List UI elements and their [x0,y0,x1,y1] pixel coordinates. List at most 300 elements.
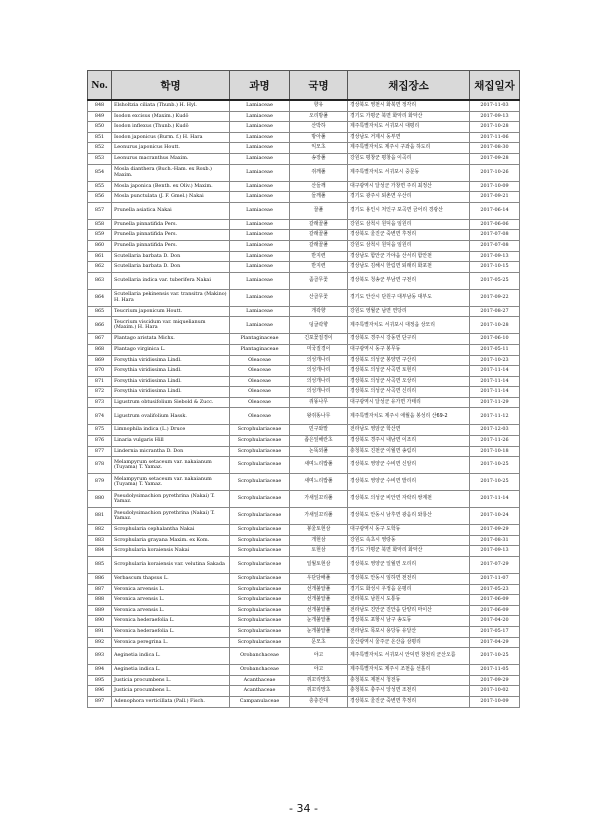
cell-scientific-name: Aeginetia indica L. [112,648,230,665]
cell-date: 2017-09-22 [470,289,520,306]
cell-korean-name: 산박하 [290,122,348,133]
cell-korean-name: 의성개나리 [290,376,348,387]
cell-family: Plantaginaceae [230,344,290,355]
cell-location: 충청북도 제천시 청전동 [348,675,470,686]
cell-family: Lamiaceae [230,111,290,122]
cell-korean-name: 개곽향 [290,306,348,317]
cell-location: 제주특별자치도 서귀포시 안덕면 창천리 군산오름 [348,648,470,665]
table-row [88,230,520,241]
cell-date: 2017-10-28 [470,317,520,334]
cell-scientific-name: Scutellaria barbata D. Don [112,251,230,262]
cell-date: 2017-04-29 [470,637,520,648]
cell-date: 2017-08-31 [470,535,520,546]
cell-korean-name: 의성개나리 [290,355,348,366]
table-row [88,457,520,474]
cell-date: 2017-11-14 [470,491,520,508]
cell-family: Oleaceae [230,366,290,377]
cell-location: 강원도 속초시 영랑동 [348,535,470,546]
cell-no: 851 [88,132,112,143]
cell-no: 875 [88,425,112,436]
cell-date: 2017-10-18 [470,446,520,457]
cell-scientific-name: Prunella pinnatifida Pers. [112,219,230,230]
cell-family: Scrophulariaceae [230,525,290,536]
cell-no: 872 [88,387,112,398]
table-row [88,132,520,143]
cell-date: 2017-10-25 [470,474,520,491]
table-body [88,100,520,707]
cell-location: 제주특별자치도 제주시 애월읍 봉성리 산69-2 [348,408,470,425]
cell-no: 855 [88,181,112,192]
cell-scientific-name: Veronica hederaefolia L. [112,616,230,627]
cell-scientific-name: Linaria vulgaris Hill [112,436,230,447]
table-row [88,181,520,192]
cell-korean-name: 선개불알풀 [290,605,348,616]
table-row [88,546,520,557]
cell-location: 경상북도 청송군 부남면 구천리 [348,272,470,289]
cell-family: Scrophulariaceae [230,584,290,595]
cell-scientific-name: Prunella pinnatifida Pers. [112,230,230,241]
cell-no: 881 [88,508,112,525]
cell-family: Scrophulariaceae [230,474,290,491]
cell-scientific-name: Scutellaria barbata D. Don [112,262,230,273]
cell-date: 2017-11-05 [470,665,520,676]
cell-location: 경기도 용인시 처인구 포곡면 금어리 경광산 [348,202,470,219]
table-row [88,446,520,457]
table-row [88,387,520,398]
cell-korean-name: 갈래꿀풀 [290,240,348,251]
cell-korean-name: 산골무꽃 [290,289,348,306]
cell-scientific-name: Mosla punctulata (J. F. Gmel.) Nakai [112,192,230,203]
cell-date: 2017-11-14 [470,387,520,398]
cell-family: Lamiaceae [230,230,290,241]
cell-location: 경상북도 의성군 비안면 자락리 쌍계천 [348,491,470,508]
cell-scientific-name: Forsythia viridissima Lindl. [112,387,230,398]
cell-family: Scrophulariaceae [230,535,290,546]
table-row [88,675,520,686]
table-row [88,366,520,377]
table-row [88,397,520,408]
cell-scientific-name: Lindernia micrantha D. Don [112,446,230,457]
cell-korean-name: 선개불알풀 [290,595,348,606]
cell-family: Lamiaceae [230,317,290,334]
cell-family: Oleaceae [230,397,290,408]
cell-korean-name: 들깨풀 [290,192,348,203]
cell-scientific-name: Veronica arvensis L. [112,595,230,606]
cell-location: 경기도 화성시 우정읍 운평리 [348,584,470,595]
cell-family: Oleaceae [230,387,290,398]
cell-scientific-name: Leonurus macranthus Maxim. [112,153,230,164]
cell-no: 895 [88,675,112,686]
cell-location: 경상북도 의성군 사곡면 오상리 [348,376,470,387]
cell-location: 강원도 삼척시 원덕읍 임원리 [348,219,470,230]
cell-scientific-name: Mosla japonica (Benth. ex Oliv.) Maxim. [112,181,230,192]
cell-korean-name: 익모초 [290,143,348,154]
cell-family: Oleaceae [230,376,290,387]
cell-no: 873 [88,397,112,408]
cell-location: 경상북도 영양군 수비면 발리리 [348,474,470,491]
table-row [88,696,520,707]
cell-no: 879 [88,474,112,491]
cell-family: Oleaceae [230,355,290,366]
cell-date: 2017-11-06 [470,132,520,143]
cell-korean-name: 눈개불알풀 [290,616,348,627]
cell-family: Lamiaceae [230,100,290,111]
cell-scientific-name: Elsholtzia ciliata (Thunb.) H. Hyl. [112,100,230,111]
cell-no: 896 [88,686,112,697]
cell-date: 2017-10-23 [470,355,520,366]
cell-family: Scrophulariaceae [230,595,290,606]
cell-date: 2017-05-23 [470,584,520,595]
cell-scientific-name: Mosla dianthera (Buch.-Ham. ex Roxb.) Maxim. [112,164,230,181]
cell-korean-name: 좁은잎해란초 [290,436,348,447]
cell-korean-name: 쥐깨풀 [290,164,348,181]
cell-korean-name: 일월토현삼 [290,557,348,574]
cell-no: 869 [88,355,112,366]
cell-korean-name: 우단담배풀 [290,574,348,585]
cell-scientific-name: Ligustrum obtusifolium Siebold & Zucc. [112,397,230,408]
cell-family: Lamiaceae [230,251,290,262]
cell-korean-name: 의성개나리 [290,387,348,398]
cell-date: 2017-09-29 [470,525,520,536]
cell-no: 874 [88,408,112,425]
table-row [88,408,520,425]
cell-no: 858 [88,219,112,230]
cell-location: 강원도 삼척시 원덕읍 임원리 [348,240,470,251]
cell-scientific-name: Veronica arvensis L. [112,584,230,595]
cell-location: 울산광역시 울주군 온산읍 삼평리 [348,637,470,648]
cell-family: Lamiaceae [230,122,290,133]
table-row [88,425,520,436]
table-row [88,557,520,574]
cell-scientific-name: Melampyrum setaceum var. nakaianum (Tuyama) T. Yamaz. [112,474,230,491]
cell-korean-name: 쥐똥나무 [290,397,348,408]
cell-location: 대구광역시 동구 도학동 [348,525,470,536]
cell-location: 경상북도 영양군 수비면 신암리 [348,457,470,474]
cell-date: 2017-05-17 [470,627,520,638]
table-row [88,686,520,697]
cell-date: 2017-11-26 [470,436,520,447]
cell-korean-name: 층층잔대 [290,696,348,707]
cell-family: Plantaginaceae [230,334,290,345]
cell-scientific-name: Teucrium viscidum var. miquelianum (Maxim.) H. Hara [112,317,230,334]
cell-scientific-name: Teucrium japonicum Houtt. [112,306,230,317]
cell-family: Orobanchaceae [230,648,290,665]
cell-no: 870 [88,366,112,377]
cell-korean-name: 꿀풀 [290,202,348,219]
cell-no: 892 [88,637,112,648]
cell-family: Lamiaceae [230,192,290,203]
cell-family: Lamiaceae [230,240,290,251]
cell-family: Scrophulariaceae [230,616,290,627]
cell-family: Lamiaceae [230,164,290,181]
cell-location: 대구광역시 달성군 유가면 가태리 [348,397,470,408]
cell-scientific-name: Leonurus japonicus Houtt. [112,143,230,154]
cell-location: 경상북도 영양군 일월면 오리리 [348,557,470,574]
cell-family: Scrophulariaceae [230,425,290,436]
cell-location: 강원도 평창군 평창읍 이곡리 [348,153,470,164]
cell-no: 894 [88,665,112,676]
cell-location: 경상북도 울진군 죽변면 후정리 [348,230,470,241]
cell-family: Lamiaceae [230,262,290,273]
table-row [88,584,520,595]
cell-no: 886 [88,574,112,585]
cell-location: 전라남도 진안군 진안읍 단양리 마이산 [348,605,470,616]
cell-date: 2017-11-14 [470,366,520,377]
cell-scientific-name: Plantago virginica L. [112,344,230,355]
cell-no: 889 [88,605,112,616]
header-date: 채집일자 [470,71,520,101]
cell-scientific-name: Prunella asiatica Nakai [112,202,230,219]
cell-korean-name: 민구와말 [290,425,348,436]
specimen-table [87,70,520,708]
page-number: - 34 - [289,802,318,815]
table-row [88,574,520,585]
cell-date: 2017-10-02 [470,686,520,697]
cell-location: 경상남도 거제시 동부면 [348,132,470,143]
cell-date: 2017-10-25 [470,457,520,474]
cell-korean-name: 선개불알풀 [290,584,348,595]
table-row [88,192,520,203]
cell-no: 848 [88,100,112,111]
cell-location: 제주특별자치도 서귀포시 대평리 [348,122,470,133]
cell-family: Acanthaceae [230,686,290,697]
cell-scientific-name: Isodon excisus (Maxim.) Kudô [112,111,230,122]
cell-location: 경기도 가평군 북면 화악리 화악산 [348,546,470,557]
cell-scientific-name: Isodon japonicus (Burm. f.) H. Hara [112,132,230,143]
cell-scientific-name: Veronica peregrina L. [112,637,230,648]
cell-scientific-name: Justicia procumbens L. [112,686,230,697]
cell-location: 경상북도 의성군 사곡면 토현리 [348,366,470,377]
cell-scientific-name: Veronica arvensis L. [112,605,230,616]
cell-location: 경기도 안산시 단원구 대부남동 대부도 [348,289,470,306]
cell-date: 2017-10-28 [470,122,520,133]
cell-family: Scrophulariaceae [230,457,290,474]
table-row [88,122,520,133]
cell-date: 2017-09-21 [470,192,520,203]
cell-no: 852 [88,143,112,154]
cell-korean-name: 야고 [290,665,348,676]
cell-family: Scrophulariaceae [230,605,290,616]
cell-location: 경상북도 경주시 내남면 이조리 [348,436,470,447]
cell-scientific-name: Limnophila indica (L.) Druce [112,425,230,436]
cell-date: 2017-10-25 [470,648,520,665]
cell-korean-name: 왕쥐똥나무 [290,408,348,425]
table-row [88,317,520,334]
cell-no: 880 [88,491,112,508]
table-row [88,436,520,447]
cell-date: 2017-05-25 [470,272,520,289]
cell-location: 경상북도 안동시 남후면 광음리 와룡산 [348,508,470,525]
cell-date: 2017-04-20 [470,616,520,627]
cell-korean-name: 좀골무꽃 [290,272,348,289]
cell-date: 2017-10-15 [470,262,520,273]
cell-scientific-name: Scrophularia cephalantha Nakai [112,525,230,536]
cell-no: 877 [88,446,112,457]
cell-korean-name: 향유 [290,100,348,111]
cell-location: 제주특별자치도 서귀포시 중문동 [348,164,470,181]
table-row [88,508,520,525]
cell-location: 전라남도 목포시 용당동 유달산 [348,627,470,638]
cell-korean-name: 새며느리밥풀 [290,474,348,491]
cell-location: 경상북도 의성군 봉양면 구산리 [348,355,470,366]
cell-scientific-name: Prunella pinnatifida Pers. [112,240,230,251]
cell-family: Scrophulariaceae [230,436,290,447]
cell-korean-name: 눈개불알풀 [290,627,348,638]
cell-date: 2017-10-26 [470,164,520,181]
cell-date: 2017-06-10 [470,334,520,345]
table-row [88,306,520,317]
cell-scientific-name: Scrophularia koraiensis var. velutina Sakada [112,557,230,574]
cell-date: 2017-11-12 [470,408,520,425]
table-row [88,665,520,676]
cell-no: 867 [88,334,112,345]
cell-korean-name: 송장풀 [290,153,348,164]
cell-family: Scrophulariaceae [230,627,290,638]
cell-scientific-name: Forsythia viridissima Lindl. [112,355,230,366]
cell-family: Orobanchaceae [230,665,290,676]
cell-korean-name: 가새잎꼬리풀 [290,508,348,525]
cell-korean-name: 토현삼 [290,546,348,557]
cell-korean-name: 오리방풀 [290,111,348,122]
table-row [88,143,520,154]
cell-scientific-name: Isodon inflexus (Thunb.) Kudô [112,122,230,133]
cell-scientific-name: Scrophularia grayana Maxim. ex Kom. [112,535,230,546]
cell-no: 865 [88,306,112,317]
cell-location: 경기도 가평군 북면 화악리 화악산 [348,111,470,122]
cell-korean-name: 가새잎꼬리풀 [290,491,348,508]
header-no: No. [88,71,112,101]
table-row [88,289,520,306]
table-row [88,334,520,345]
cell-location: 경상북도 포항시 남구 송도동 [348,616,470,627]
cell-date: 2017-10-24 [470,508,520,525]
header-family: 과명 [230,71,290,101]
cell-no: 891 [88,627,112,638]
table-row [88,153,520,164]
cell-location: 대구광역시 동구 봉무동 [348,344,470,355]
cell-location: 경상북도 안동시 임하면 천전리 [348,574,470,585]
cell-no: 884 [88,546,112,557]
cell-scientific-name: Scutellaria pekinensis var. transitra (Makino) H. Hara [112,289,230,306]
cell-korean-name: 쥐꼬리망초 [290,675,348,686]
cell-no: 885 [88,557,112,574]
cell-family: Campanulaceae [230,696,290,707]
cell-family: Lamiaceae [230,143,290,154]
cell-korean-name: 갈래꿀풀 [290,230,348,241]
table-row [88,648,520,665]
cell-no: 859 [88,230,112,241]
cell-scientific-name: Pseudolysimachion pyrethrina (Nakai) T. Yamaz. [112,508,230,525]
table-row [88,616,520,627]
cell-no: 866 [88,317,112,334]
cell-korean-name: 야고 [290,648,348,665]
cell-family: Scrophulariaceae [230,446,290,457]
table-row [88,376,520,387]
cell-no: 861 [88,251,112,262]
header-scientific-name: 학명 [112,71,230,101]
cell-location: 충청북도 충주시 앙성면 조천리 [348,686,470,697]
cell-korean-name: 문모초 [290,637,348,648]
table-row [88,100,520,111]
cell-date: 2017-09-13 [470,251,520,262]
cell-korean-name: 의성개나리 [290,366,348,377]
cell-location: 전라북도 남원시 도통동 [348,595,470,606]
cell-no: 868 [88,344,112,355]
cell-no: 860 [88,240,112,251]
cell-scientific-name: Scrophularia koraiensis Nakai [112,546,230,557]
cell-location: 경상남도 김해시 한림면 퇴래리 화포천 [348,262,470,273]
cell-scientific-name: Forsythia viridissima Lindl. [112,366,230,377]
cell-date: 2017-09-13 [470,546,520,557]
cell-scientific-name: Adenophora verticillata (Pall.) Fisch. [112,696,230,707]
cell-date: 2017-05-11 [470,344,520,355]
cell-location: 경상북도 의성군 사곡면 신리리 [348,387,470,398]
cell-date: 2017-11-29 [470,397,520,408]
cell-no: 854 [88,164,112,181]
cell-scientific-name: Forsythia viridissima Lindl. [112,376,230,387]
cell-korean-name: 새며느리밥풀 [290,457,348,474]
table-row [88,595,520,606]
cell-korean-name: 산들깨 [290,181,348,192]
cell-family: Scrophulariaceae [230,491,290,508]
table-row [88,164,520,181]
table-row [88,474,520,491]
cell-family: Oleaceae [230,408,290,425]
cell-location: 제주특별자치도 제주시 조천읍 선흘리 [348,665,470,676]
cell-location: 경상북도 영천시 화북면 정각리 [348,100,470,111]
cell-no: 857 [88,202,112,219]
cell-date: 2017-06-09 [470,605,520,616]
cell-korean-name: 봉울토현삼 [290,525,348,536]
cell-date: 2017-12-03 [470,425,520,436]
cell-family: Lamiaceae [230,181,290,192]
cell-family: Lamiaceae [230,289,290,306]
table-row [88,637,520,648]
cell-date: 2017-09-13 [470,111,520,122]
cell-family: Lamiaceae [230,219,290,230]
cell-date: 2017-08-27 [470,306,520,317]
table-row [88,251,520,262]
table-row [88,272,520,289]
cell-korean-name: 미국질경이 [290,344,348,355]
cell-location: 경상북도 울진군 죽변면 후정리 [348,696,470,707]
cell-date: 2017-09-29 [470,675,520,686]
cell-no: 856 [88,192,112,203]
cell-location: 경기도 광주시 퇴촌면 우산리 [348,192,470,203]
table-row [88,605,520,616]
cell-scientific-name: Veronica hederaefolia L. [112,627,230,638]
cell-date: 2017-07-08 [470,230,520,241]
cell-no: 862 [88,262,112,273]
cell-no: 888 [88,595,112,606]
cell-korean-name: 개현삼 [290,535,348,546]
cell-family: Scrophulariaceae [230,574,290,585]
cell-date: 2017-07-29 [470,557,520,574]
cell-no: 850 [88,122,112,133]
cell-family: Scrophulariaceae [230,508,290,525]
cell-date: 2017-08-30 [470,143,520,154]
cell-date: 2017-06-09 [470,595,520,606]
cell-no: 871 [88,376,112,387]
cell-location: 충청북도 진천군 이월면 송림리 [348,446,470,457]
cell-family: Scrophulariaceae [230,546,290,557]
cell-family: Scrophulariaceae [230,557,290,574]
cell-no: 849 [88,111,112,122]
header-korean-name: 국명 [290,71,348,101]
table-row [88,355,520,366]
table-row [88,202,520,219]
cell-family: Lamiaceae [230,306,290,317]
